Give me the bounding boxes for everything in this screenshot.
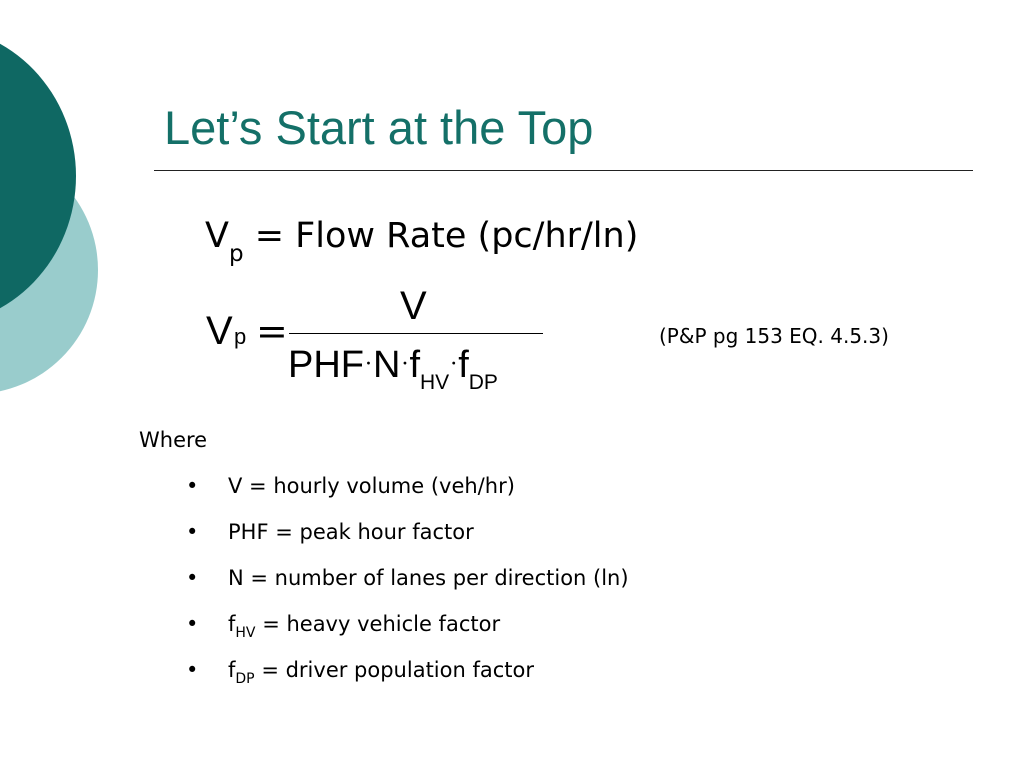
list-item	[186, 563, 886, 593]
equation-denominator	[288, 343, 498, 393]
definition-symbol: f	[228, 658, 236, 682]
equation-reference: (P&P pg 153 EQ. 4.5.3)	[659, 324, 889, 348]
list-item	[186, 471, 886, 501]
definition-description: = driver population factor	[254, 658, 534, 682]
bullet-icon: •	[186, 612, 199, 636]
list-item	[186, 517, 886, 547]
equation-equals-sign: =	[256, 309, 288, 353]
definition-symbol: V	[228, 474, 243, 498]
definition-symbol: f	[228, 612, 236, 636]
bullet-icon: •	[186, 658, 199, 682]
equation-lhs-subscript: p	[234, 324, 247, 349]
title-underline	[154, 170, 973, 171]
denominator-f-dp-subscript: DP	[468, 371, 498, 394]
definition-description: = heavy vehicle factor	[255, 612, 501, 636]
denominator-phf: PHF	[288, 344, 364, 386]
flow-rate-text: = Flow Rate (pc/hr/ln)	[243, 216, 639, 256]
definition-text	[228, 563, 629, 596]
denominator-f-dp: f	[458, 344, 469, 386]
slide-title: Let’s Start at the Top	[164, 101, 594, 154]
fraction-bar	[289, 333, 543, 334]
flow-rate-subscript: p	[228, 241, 244, 267]
definition-text	[228, 517, 474, 550]
flow-rate-symbol: V	[205, 216, 229, 256]
multiply-dot: ·	[365, 352, 372, 377]
where-label: Where	[139, 428, 208, 452]
bullet-icon: •	[186, 566, 199, 590]
denominator-f-hv: f	[409, 344, 421, 386]
definition-subscript: DP	[235, 671, 255, 687]
list-item	[186, 655, 886, 685]
definition-subscript: HV	[235, 625, 256, 641]
equation-numerator: V	[400, 284, 427, 328]
bullet-icon: •	[186, 520, 199, 544]
definition-text	[228, 471, 515, 504]
multiply-dot: ·	[450, 352, 458, 377]
definition-text	[228, 609, 500, 642]
definition-description: = number of lanes per direction (ln)	[243, 566, 629, 590]
definition-symbol: PHF	[228, 520, 269, 544]
bullet-icon: •	[186, 474, 199, 498]
definition-text	[228, 655, 534, 688]
denominator-n: N	[373, 344, 401, 386]
definition-description: = hourly volume (veh/hr)	[242, 474, 515, 498]
flow-rate-definition	[205, 211, 638, 265]
denominator-f-hv-subscript: HV	[420, 371, 450, 394]
multiply-dot: ·	[401, 352, 409, 377]
definition-symbol: N	[228, 566, 244, 590]
equation-lhs-symbol: V	[206, 309, 233, 353]
list-item	[186, 609, 886, 639]
definition-description: = peak hour factor	[268, 520, 474, 544]
